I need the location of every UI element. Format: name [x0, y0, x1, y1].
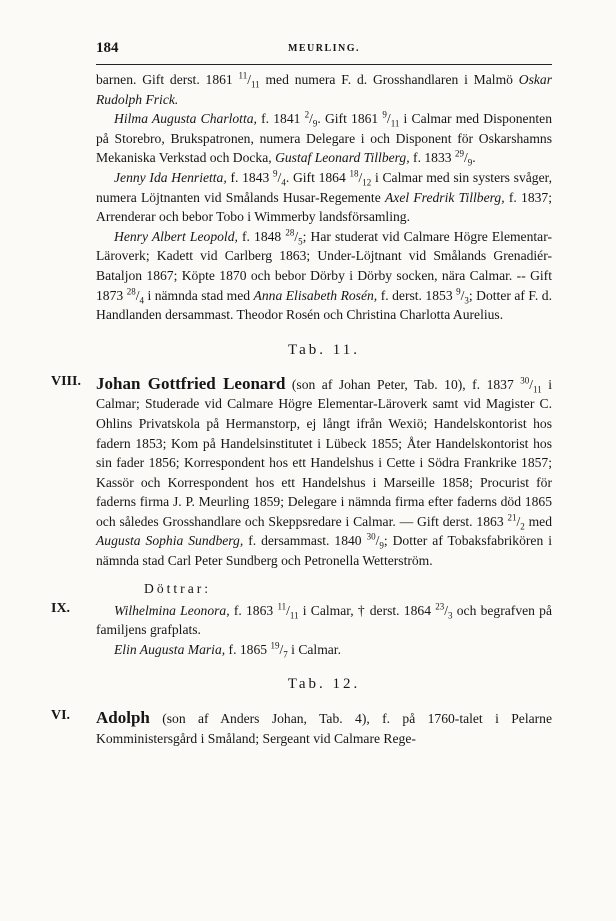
- text-run: (son af Johan Peter, Tab. 10), f. 1837: [285, 376, 521, 392]
- paragraph-entry: [51, 708, 552, 748]
- date-month: 3: [448, 610, 453, 621]
- date-day: 9: [273, 168, 278, 179]
- text-run: . Gift 1861: [317, 111, 383, 127]
- generation-numeral: IX.: [51, 600, 71, 616]
- date-month: 7: [283, 649, 288, 660]
- text-run: f. 1865: [225, 641, 271, 657]
- page-header: [96, 40, 552, 62]
- entry-name: Johan Gottfried Leonard: [96, 373, 286, 393]
- date-month: 3: [464, 295, 469, 306]
- date-month: 11: [533, 384, 542, 395]
- date-month: 9: [312, 118, 318, 129]
- running-title: MEURLING.: [287, 43, 361, 54]
- person-name: Axel Fredrik Tillberg,: [384, 189, 505, 205]
- text-run: barnen. Gift derst. 1861: [96, 72, 239, 87]
- text-run: och begrafven på familjens grafplats.: [96, 602, 553, 638]
- text-run: f. 1833: [409, 150, 455, 166]
- date-month: 9: [379, 541, 384, 552]
- date-month: 11: [390, 118, 400, 129]
- entry-name: Adolph: [96, 708, 150, 728]
- text-run: i Calmar med Disponenten på Storebro, Brukspatronen, numera Delegare i och Disponent för Oskarshamns Mekaniska Verkstad och Docka,: [96, 111, 552, 166]
- paragraph: [96, 109, 552, 168]
- paragraph-entry: [96, 168, 552, 227]
- paragraph-entry: [96, 640, 552, 660]
- date-day: 19: [270, 640, 280, 651]
- generation-numeral: VI.: [51, 708, 71, 724]
- paragraph-entry: [51, 600, 553, 640]
- text-run: f. 1843: [226, 169, 274, 185]
- person-name: Gustaf Leonard Tillberg,: [275, 150, 410, 166]
- document-body: [51, 70, 553, 749]
- person-name: Jenny Ida Henrietta,: [114, 169, 227, 185]
- text-run: (son af Anders Johan, Tab. 4), f. på 1760-talet i Pelarne Komministersgård i Småland; Sergeant vid Calmare Rege-: [96, 711, 552, 747]
- text-run: f. 1841: [256, 111, 305, 127]
- date-day: 2: [304, 109, 310, 120]
- text-run: /: [294, 228, 299, 244]
- date-day: 11: [277, 601, 287, 612]
- text-run: i nämnda stad med: [143, 287, 254, 303]
- text-run: i Calmar, † derst. 1864: [298, 602, 436, 618]
- text-run: /: [375, 533, 380, 549]
- text-run: f. derst. 1853: [377, 287, 457, 303]
- text-run: i Calmar; Studerade vid Calmare Högre Elementar-Läroverk samt vid Magister C. Ohlins Privatskola på Hermanstorp, ej långt ifrån Wexiö; Handelskontorist hos fadern 1853; Kom på Handelsinstitutet i Lübeck 1855; Åter Handelskontorist hos sin fader 1856; Korrespondent hos ett Handelshus i Cette i Södra Frankrike 1857; Kassör och Korrespondent hos ett Handelshus i Marseille 1858; Procurist för faderns firma J. P. Meurling 1859; Delegare i nämnda firma efter faderns död 1865 och således Grosshandlare och Skeppsredare i Calmar. — Gift derst. 1863: [96, 376, 552, 529]
- paragraph-entry: [96, 70, 552, 109]
- date-month: 2: [520, 521, 525, 532]
- person-name: Anna Elisabeth Rosén,: [253, 287, 378, 303]
- paragraph: [96, 708, 552, 748]
- text-run: ; Dotter af Tobaksfabrikören i nämnda stad Carl Peter Sundberg och Petronella Wetterström.: [96, 533, 552, 569]
- date-day: 30: [520, 375, 530, 386]
- person-name: Hilma Augusta Charlotta,: [114, 111, 257, 127]
- text-run: ; Dotter af F. d. Handlanden dersammast. Theodor Rosén och Christina Charlotta Aurelius.: [96, 287, 552, 323]
- date-day: 9: [456, 286, 461, 296]
- text-run: /: [460, 287, 465, 303]
- text-run: i Calmar.: [287, 641, 341, 657]
- paragraph: [96, 70, 552, 109]
- text-run: /: [277, 169, 282, 185]
- date-month: 11: [289, 610, 299, 621]
- text-run: f. 1848: [237, 228, 286, 244]
- page-number: 184: [96, 40, 119, 56]
- header-rule: [96, 64, 552, 65]
- text-run: . Gift 1864: [285, 169, 350, 185]
- date-month: 12: [362, 177, 372, 188]
- date-day: 23: [435, 601, 445, 612]
- person-name: Wilhelmina Leonora,: [114, 602, 230, 618]
- date-day: 28: [126, 286, 136, 296]
- date-day: 28: [285, 227, 295, 238]
- paragraph-entry: [96, 227, 552, 325]
- text-run: .: [472, 150, 476, 166]
- text-run: /: [309, 111, 313, 127]
- text-run: /: [279, 641, 284, 657]
- date-month: 5: [298, 236, 303, 247]
- text-run: med numera F. d. Grosshandlaren i Malmö: [259, 72, 519, 87]
- date-day: 21: [507, 512, 517, 523]
- person-name: Henry Albert Leopold,: [114, 228, 238, 244]
- date-day: 11: [238, 70, 248, 81]
- text-run: /: [286, 602, 290, 618]
- date-day: 29: [454, 148, 464, 159]
- paragraph: [96, 227, 552, 325]
- paragraph: [96, 640, 552, 660]
- text-run: /: [386, 111, 391, 127]
- person-name: Augusta Sophia Sundberg,: [96, 533, 244, 549]
- generation-numeral: VIII.: [51, 373, 81, 389]
- section-subheading: Döttrar:: [144, 580, 212, 596]
- text-run: /: [516, 513, 521, 529]
- text-run: med: [524, 513, 552, 529]
- text-run: f. 1863: [229, 602, 278, 618]
- text-run: f. 1837; Arrenderar och bebor Tobo i Wimmerby landsförsamling.: [96, 189, 552, 225]
- text-run: /: [444, 602, 449, 618]
- paragraph: [96, 374, 552, 571]
- date-month: 4: [281, 177, 286, 188]
- date-month: 4: [139, 295, 144, 306]
- text-run: i Calmar med sin systers svåger, numera Löjtnanten vid Smålands Husar-Regemente: [96, 169, 552, 205]
- paragraph-entry: [96, 109, 552, 168]
- date-day: 9: [382, 109, 387, 120]
- text-run: /: [247, 72, 251, 87]
- text-run: /: [529, 376, 534, 392]
- date-month: 9: [467, 158, 473, 169]
- text-run: f. dersammast. 1840: [243, 533, 367, 549]
- paragraph-entry: [51, 373, 552, 571]
- text-run: /: [135, 287, 140, 303]
- table-heading: Tab. 11.: [288, 341, 360, 358]
- paragraph: [96, 601, 552, 640]
- table-heading: Tab. 12.: [287, 676, 361, 693]
- date-month: 11: [251, 79, 260, 90]
- date-day: 18: [349, 168, 359, 179]
- paragraph: [96, 168, 552, 227]
- text-run: ; Har studerat vid Calmare Högre Elementar-Läroverk; Kadett vid Carlberg 1863; Under-Löjtnant vid Smålands Grenadiér-Bataljon 1867; Köpte 1870 och bebor Dörby i Dörby socken, nära Calmar. -- Gift 1873: [96, 228, 552, 303]
- person-name: Elin Augusta Maria,: [114, 641, 226, 657]
- date-day: 30: [366, 531, 376, 542]
- person-name: Oskar Rudolph Frick.: [96, 72, 552, 107]
- text-run: /: [358, 169, 363, 185]
- text-run: /: [463, 150, 468, 166]
